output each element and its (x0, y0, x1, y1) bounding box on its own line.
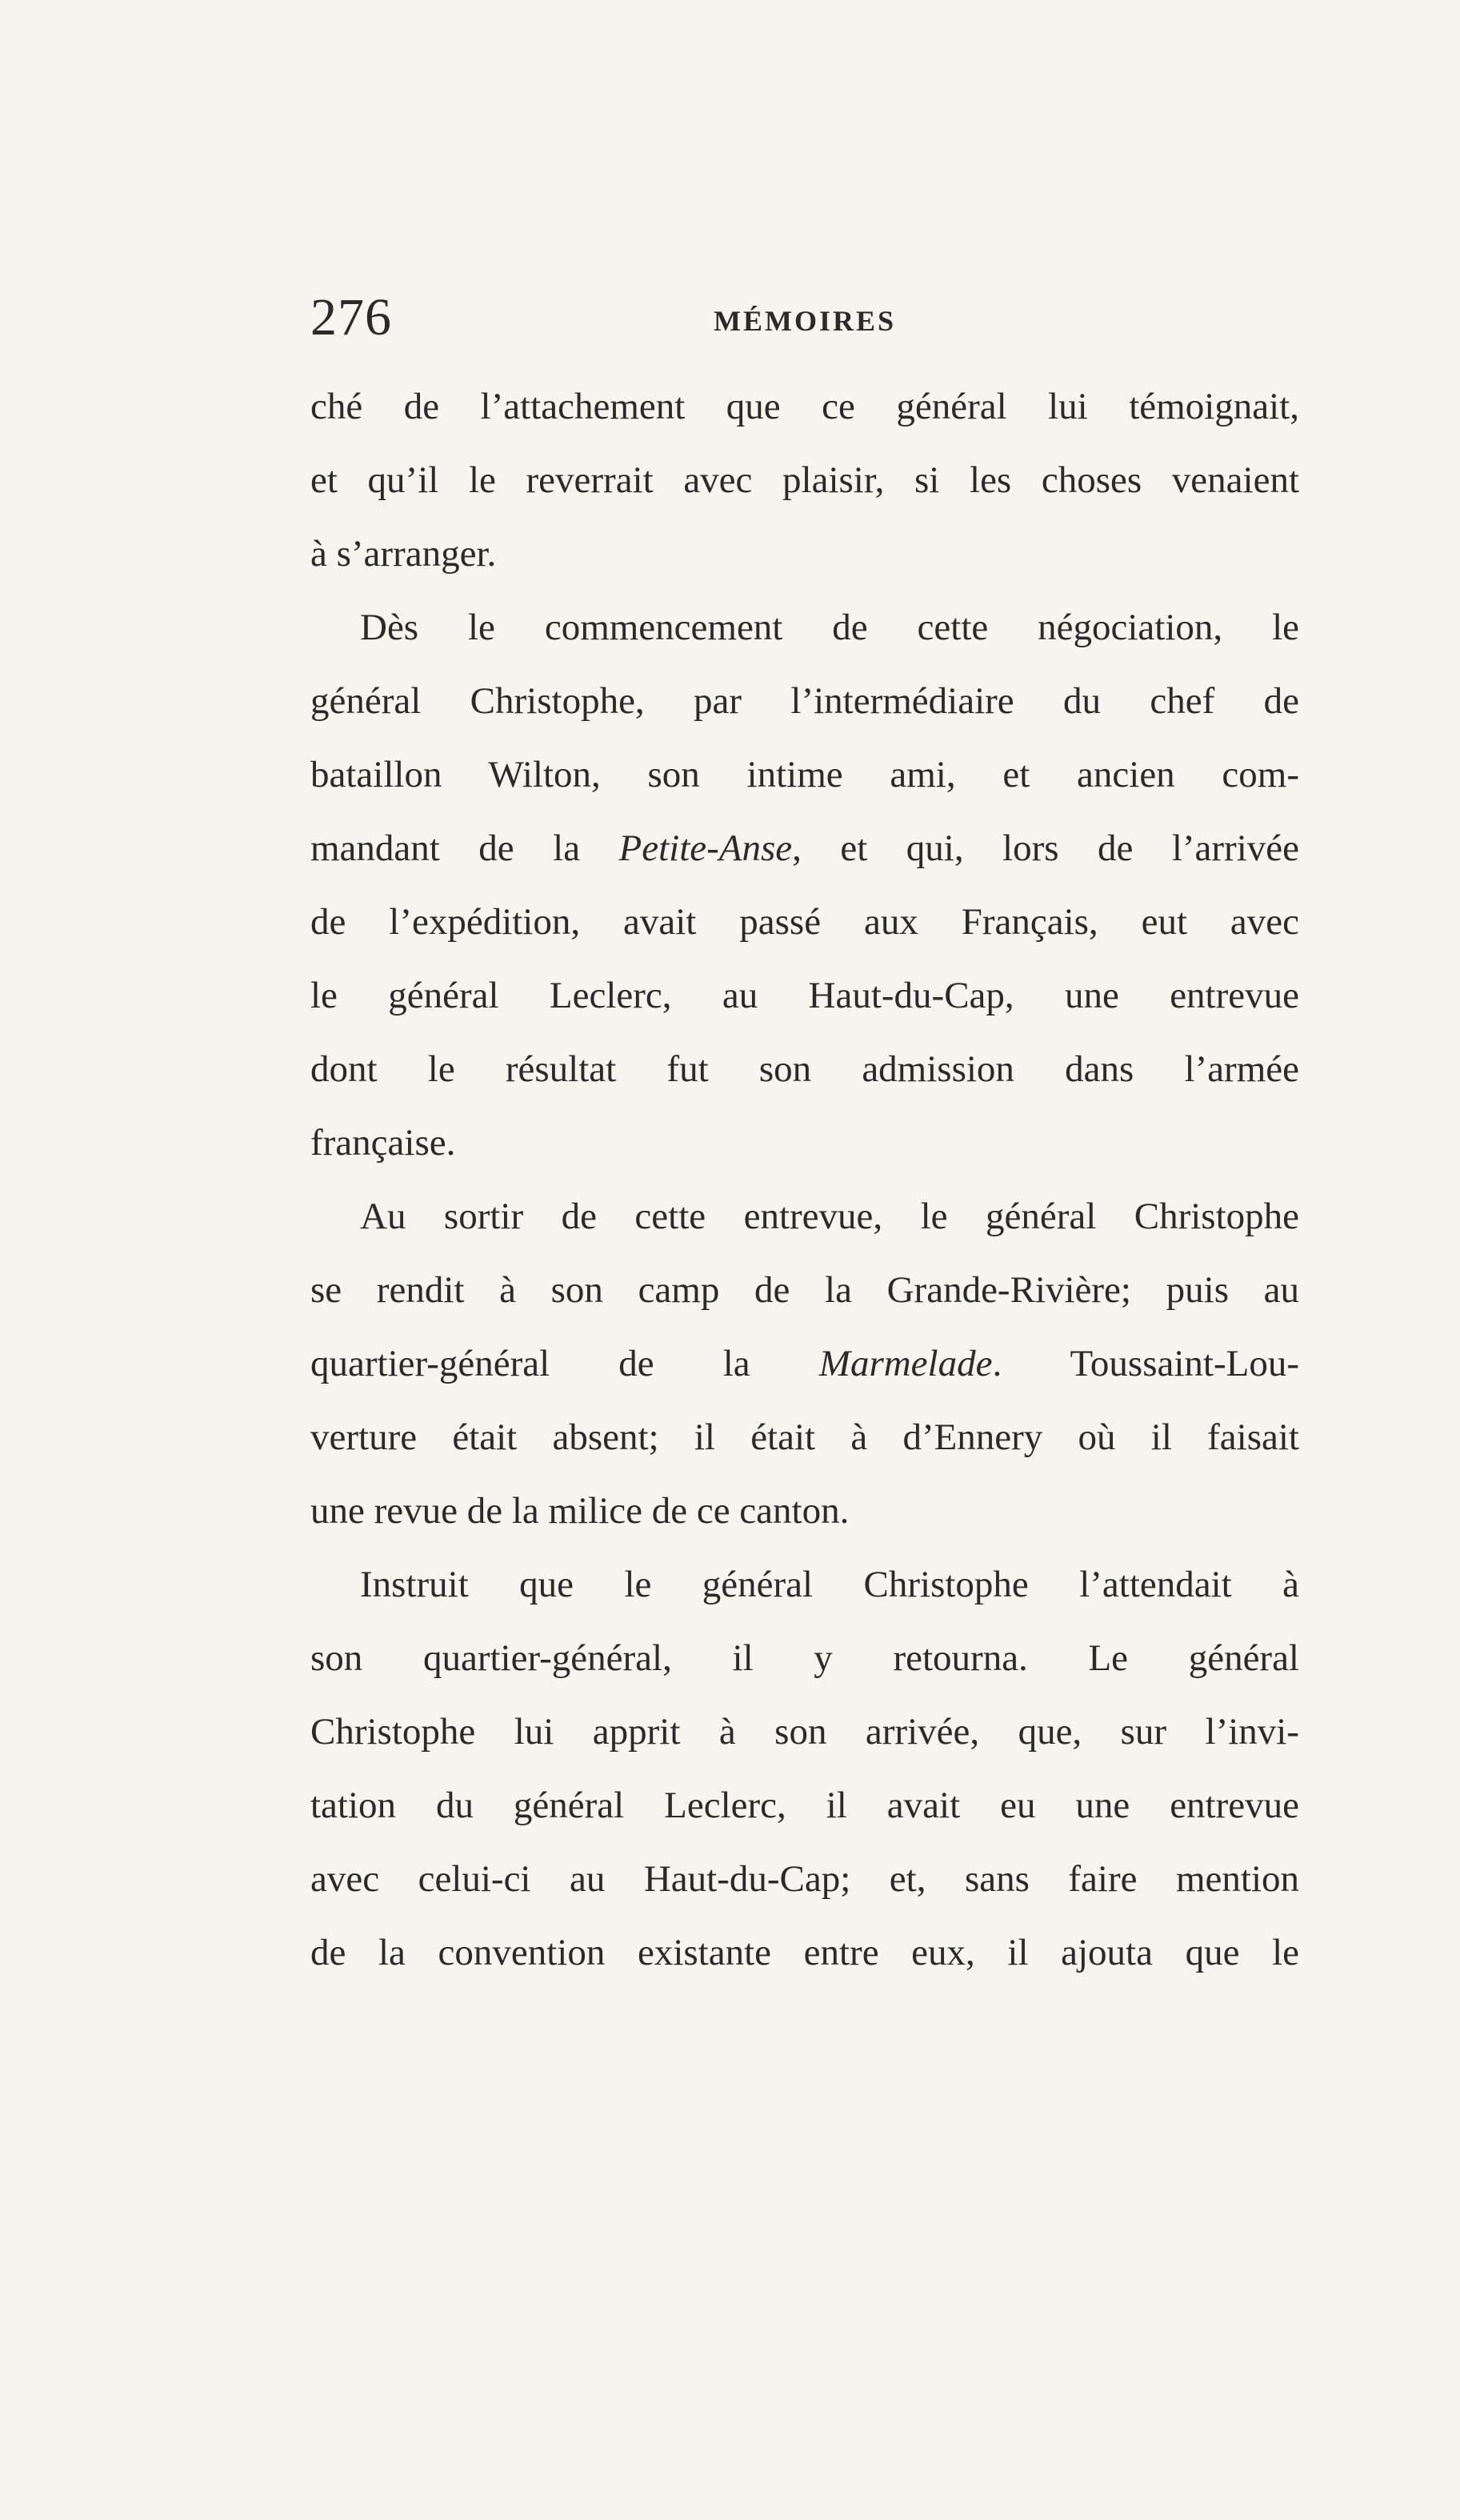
text-line-20: tation du général Leclerc, il avait eu une entrevue (310, 1785, 1299, 1826)
text-line-5: général Christophe, par l’intermédiaire du chef de (310, 680, 1299, 722)
running-title: MÉMOIRES (713, 305, 896, 337)
text-line-8: de l’expédition, avait passé aux Français, eut avec (310, 901, 1299, 943)
italic-place-name: Marmelade (818, 1343, 993, 1384)
italic-place-name: Petite-Anse (618, 827, 793, 869)
text-line-12: Au sortir de cette entrevue, le général Christophe (360, 1196, 1299, 1237)
text-line-3: à s’arranger. (310, 533, 497, 575)
text-line-14: quartier-général de la Marmelade. Toussaint-Lou- (310, 1343, 1299, 1384)
text-line-11: française. (310, 1122, 456, 1164)
text-line-13: se rendit à son camp de la Grande-Rivière; puis au (310, 1269, 1299, 1311)
text-line-10: dont le résultat fut son admission dans l’armée (310, 1048, 1299, 1090)
text-line-16: une revue de la milice de ce canton. (310, 1490, 850, 1532)
text-line-17: Instruit que le général Christophe l’attendait à (360, 1564, 1299, 1605)
running-head (310, 290, 1299, 346)
page-number: 276 (310, 288, 392, 347)
text-line-6: bataillon Wilton, son intime ami, et ancien com- (310, 754, 1299, 795)
text-line-22: de la convention existante entre eux, il ajouta que le (310, 1932, 1299, 1973)
text-line-18: son quartier-général, il y retourna. Le général (310, 1637, 1299, 1679)
text-line-2: et qu’il le reverrait avec plaisir, si les choses venaient (310, 459, 1299, 501)
text-line-19: Christophe lui apprit à son arrivée, que, sur l’invi- (310, 1711, 1299, 1753)
text-line-7: mandant de la Petite-Anse, et qui, lors de l’arrivée (310, 827, 1299, 869)
body-text (310, 370, 1299, 1989)
text-line-21: avec celui-ci au Haut-du-Cap; et, sans faire mention (310, 1858, 1299, 1900)
text-line-15: verture était absent; il était à d’Ennery où il faisait (310, 1416, 1299, 1458)
text-line-1: ché de l’attachement que ce général lui témoignait, (310, 386, 1299, 427)
text-line-4: Dès le commencement de cette négociation, le (360, 607, 1299, 648)
text-line-9: le général Leclerc, au Haut-du-Cap, une entrevue (310, 975, 1299, 1016)
